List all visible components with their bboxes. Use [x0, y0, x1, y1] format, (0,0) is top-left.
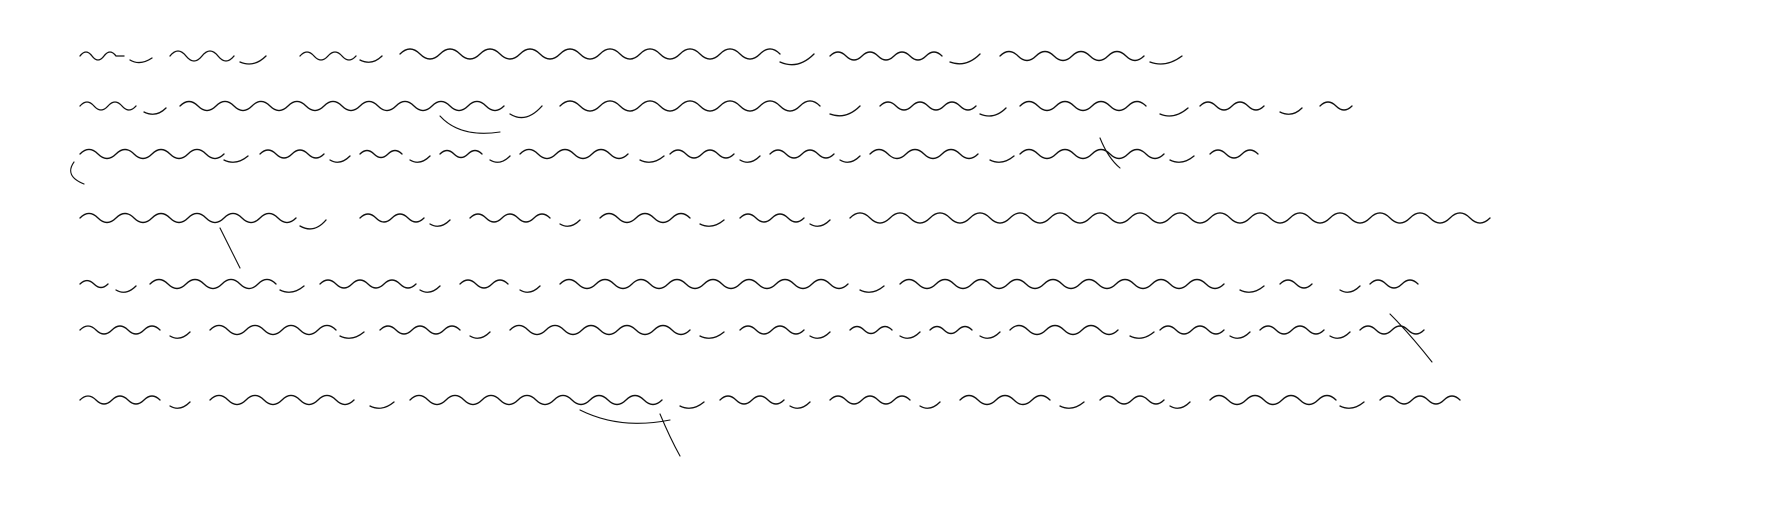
script-line-1 — [60, 38, 1540, 78]
handwritten-tibetan-line-6 — [60, 314, 1540, 384]
script-line-3 — [60, 138, 1540, 178]
handwritten-tibetan-line-3 — [60, 138, 1540, 208]
handwritten-tibetan-line-7 — [60, 384, 1540, 464]
script-line-5 — [60, 268, 1540, 308]
script-line-6 — [60, 314, 1540, 354]
handwritten-tibetan-line-1 — [60, 38, 1540, 78]
script-line-2 — [60, 90, 1540, 130]
handwritten-tibetan-line-4 — [60, 202, 1540, 272]
script-line-7 — [60, 384, 1540, 424]
handwritten-tibetan-line-2 — [60, 90, 1540, 140]
script-line-4 — [60, 202, 1540, 242]
handwritten-tibetan-line-5 — [60, 268, 1540, 308]
